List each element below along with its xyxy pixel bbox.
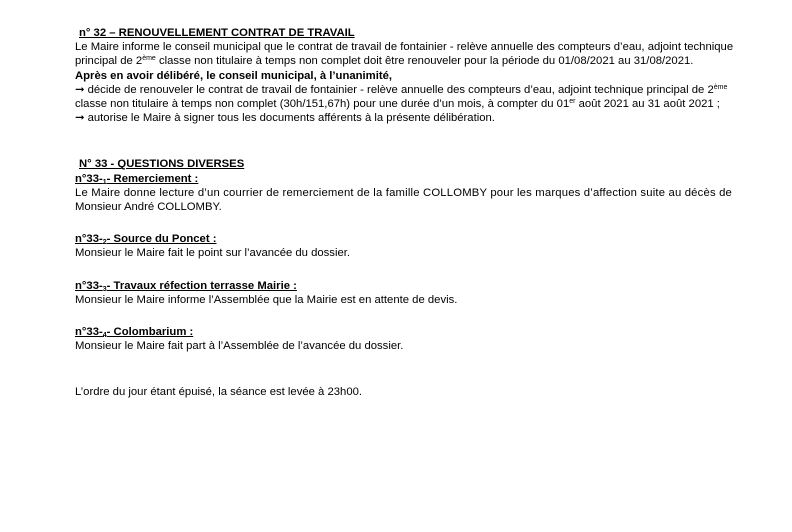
subsection-33-4-title: $n^\circ 33-_4-$ Colombarium : (75, 326, 194, 340)
arrow-icon: ➞ (75, 83, 85, 96)
section-32-intro-line1: Le Maire informe le conseil municipal que le contrat de travail de fontainier - relève annuelle des compteurs d’eau, adjoint technique (75, 41, 734, 54)
subsection-33-1-text: Le Maire donne lecture d’un courrier de remerciement de la famille COLLOMBY pour les marques d’affection suite au décès de (75, 186, 733, 199)
subsection-33-1-text-cont: Monsieur André COLLOMBY. (75, 201, 222, 214)
subsection-33-1-title: $n^\circ 33-_1-$ Remerciement : (75, 172, 199, 186)
section-32-deliberation: Après en avoir délibéré, le conseil municipal, à l’unanimité, (75, 69, 393, 82)
subsection-33-2-text: Monsieur le Maire fait le point sur l’avancée du dossier. (75, 247, 351, 260)
section-32-intro-line2: principal de 2ème classe non titulaire à temps non complet doit être renouveler pour la période du 01/08/2021 au 31/08/2021. (75, 55, 694, 68)
document-page (75, 26, 734, 400)
subsection-33-4-text: Monsieur le Maire fait part à l’Assemblée de l’avancée du dossier. (75, 340, 404, 353)
subsection-33-3-title: $n^\circ 33-_3-$ Travaux réfection terrasse Mairie : (75, 279, 297, 293)
section-32-decision-1: ➞ décide de renouveler le contrat de travail de fontainier - relève annuelle des compteurs d’eau, adjoint technique principal de 2ème (75, 83, 728, 96)
subsection-33-3-text: Monsieur le Maire informe l’Assemblée que la Mairie est en attente de devis. (75, 293, 458, 306)
section-32-decision-1-cont: classe non titulaire à temps non complet (30h/151,67h) pour une durée d’un mois, à compter du 01er août 2021 au 31 août 2021 ; (75, 98, 720, 111)
subsection-33-2-title: $n^\circ 33-_2-$ Source du Poncet : (75, 233, 217, 247)
section-32-title: n° 32 – RENOUVELLEMENT CONTRAT DE TRAVAIL (79, 27, 355, 39)
section-33-title: N° 33 - QUESTIONS DIVERSES (79, 158, 245, 171)
section-32-decision-2: ➞ autorise le Maire à signer tous les documents afférents à la présente délibération. (75, 112, 495, 125)
arrow-icon: ➞ (75, 112, 85, 125)
closing-statement: L’ordre du jour étant épuisé, la séance est levée à 23h00. (75, 386, 363, 399)
